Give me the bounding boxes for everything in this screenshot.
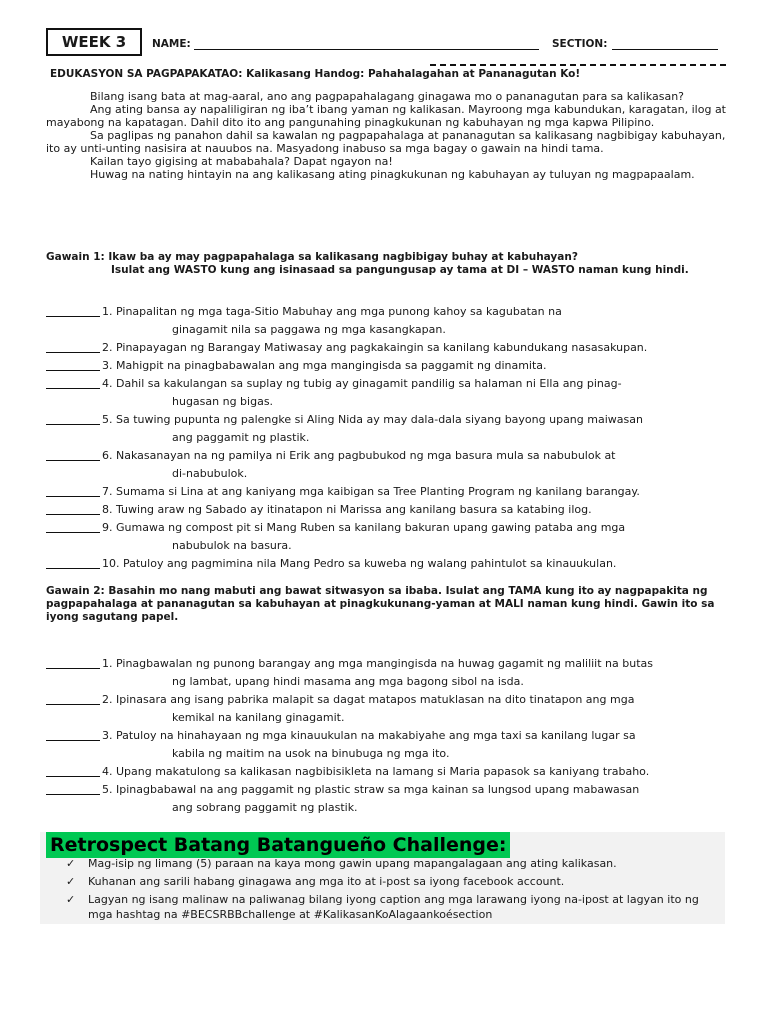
list-item xyxy=(46,763,736,781)
answer-blank[interactable] xyxy=(46,781,100,795)
list-item xyxy=(46,781,736,817)
challenge-box xyxy=(40,832,725,924)
answer-blank[interactable] xyxy=(46,501,100,515)
answer-blank[interactable] xyxy=(46,447,100,461)
bullet-text: Lagyan ng isang malinaw na paliwanag bilang iyong caption ang mga larawang iyong na-ipost at lagyan ito ng mga hashtag na #BECSRBBchallenge at #KalikasanKoAlagaankoésection xyxy=(88,893,699,921)
item-text: 2. Ipinasara ang isang pabrika malapit sa dagat matapos matuklasan na dito tinatapon ang mga xyxy=(102,693,635,706)
answer-blank[interactable] xyxy=(46,727,100,741)
intro-paragraph: Bilang isang bata at mag-aaral, ano ang pagpapahalagang ginagawa mo o pananagutan para sa kalikasan? xyxy=(90,90,684,103)
item-text: 5. Ipinagbabawal na ang paggamit ng plastic straw sa mga kainan sa lungsod upang mabawasan xyxy=(102,783,640,796)
header-divider xyxy=(430,64,726,66)
intro-paragraph: Huwag na nating hintayin na ang kalikasang ating pinagkukunan ng kabuhayan ay tuluyan ng magpapaalam. xyxy=(90,168,695,181)
item-text: 4. Upang makatulong sa kalikasan nagbibisikleta na lamang si Maria papasok sa kaniyang trabaho. xyxy=(102,765,650,778)
gawain1-instruction: Isulat ang WASTO kung ang isinasaad sa pangungusap ay tama at DI – WASTO naman kung hindi. xyxy=(111,264,689,276)
week-label: WEEK 3 xyxy=(46,28,142,56)
item-text-cont: ang paggamit ng plastik. xyxy=(172,431,310,444)
item-text-cont: nabubulok na basura. xyxy=(172,539,292,552)
item-text-cont: di-nabubulok. xyxy=(172,467,248,480)
list-item xyxy=(46,483,736,501)
list-item xyxy=(46,727,736,763)
list-item xyxy=(46,501,736,519)
worksheet-header xyxy=(46,28,726,62)
gawain1-items xyxy=(46,303,736,573)
list-item xyxy=(46,519,736,555)
challenge-bullets xyxy=(66,856,721,925)
list-item xyxy=(46,357,736,375)
answer-blank[interactable] xyxy=(46,357,100,371)
answer-blank[interactable] xyxy=(46,303,100,317)
subject-title: EDUKASYON SA PAGPAPAKATAO: Kalikasang Handog: Pahahalagahan at Pananagutan Ko! xyxy=(50,68,581,80)
list-item xyxy=(66,874,721,889)
item-text: 3. Patuloy na hinahayaan ng mga kinauukulan na makabiyahe ang mga taxi sa kanilang lugar sa xyxy=(102,729,636,742)
intro-paragraph: Ang ating bansa ay napaliligiran ng iba’t ibang yaman ng kalikasan. Mayroong mga kabundukan, karagatan, ilog at mayabong na kapatagan. Dahil dito ito ang pangunahing pinagkukunan ng kabuhayan ng mga kapwa Pilipino. xyxy=(46,103,726,129)
list-item xyxy=(46,447,736,483)
item-text-cont: kemikal na kanilang ginagamit. xyxy=(172,711,345,724)
item-text-cont: ang sobrang paggamit ng plastik. xyxy=(172,801,358,814)
section-field-line[interactable] xyxy=(612,49,718,50)
name-field-line[interactable] xyxy=(194,49,539,50)
item-text: 1. Pinapalitan ng mga taga-Sitio Mabuhay ang mga punong kahoy sa kagubatan na xyxy=(102,305,562,318)
list-item xyxy=(46,339,736,357)
answer-blank[interactable] xyxy=(46,763,100,777)
item-text: 6. Nakasanayan na ng pamilya ni Erik ang pagbubukod ng mga basura mula sa nabubulok at xyxy=(102,449,616,462)
answer-blank[interactable] xyxy=(46,691,100,705)
item-text-cont: ng lambat, upang hindi masama ang mga bagong sibol na isda. xyxy=(172,675,524,688)
item-text: 2. Pinapayagan ng Barangay Matiwasay ang pagkakaingin sa kanilang kabundukang nasasakupan. xyxy=(102,341,648,354)
answer-blank[interactable] xyxy=(46,555,100,569)
challenge-title: Retrospect Batang Batangueño Challenge: xyxy=(46,832,510,858)
answer-blank[interactable] xyxy=(46,519,100,533)
answer-blank[interactable] xyxy=(46,411,100,425)
gawain2-items xyxy=(46,655,736,817)
item-text: 10. Patuloy ang pagmimina nila Mang Pedro sa kuweba ng walang pahintulot sa kinauukulan. xyxy=(102,557,617,570)
bullet-text: Kuhanan ang sarili habang ginagawa ang mga ito at i-post sa iyong facebook account. xyxy=(88,875,565,888)
list-item xyxy=(46,411,736,447)
intro-text xyxy=(46,90,726,181)
checkmark-icon: ✓ xyxy=(66,857,76,870)
gawain1-title: Gawain 1: Ikaw ba ay may pagpapahalaga sa kalikasang nagbibigay buhay at kabuhayan? xyxy=(46,251,578,263)
answer-blank[interactable] xyxy=(46,375,100,389)
item-text: 1. Pinagbawalan ng punong barangay ang mga mangingisda na huwag gagamit ng maliliit na butas xyxy=(102,657,653,670)
list-item xyxy=(66,856,721,871)
answer-blank[interactable] xyxy=(46,339,100,353)
section-label: SECTION: xyxy=(552,38,608,50)
item-text: 4. Dahil sa kakulangan sa suplay ng tubig ay ginagamit pandilig sa halaman ni Ella ang pinag- xyxy=(102,377,622,390)
intro-paragraph: Sa paglipas ng panahon dahil sa kawalan ng pagpapahalaga at pananagutan sa kalikasang nagbibigay kabuhayan, ito ay unti-unting nasisira at nauubos na. Masyadong inabuso sa mga bagay o gawain na hindi tama. xyxy=(46,129,726,155)
list-item xyxy=(46,303,736,339)
list-item xyxy=(46,691,736,727)
intro-paragraph: Kailan tayo gigising at mababahala? Dapat ngayon na! xyxy=(90,155,393,168)
name-label: NAME: xyxy=(152,38,191,50)
item-text: 9. Gumawa ng compost pit si Mang Ruben sa kanilang bakuran upang gawing pataba ang mga xyxy=(102,521,626,534)
gawain2-title: Gawain 2: Basahin mo nang mabuti ang bawat sitwasyon sa ibaba. Isulat ang TAMA kung ito ay nagpapakita ng pagpapahalaga at pananagutan sa kabuhayan at pinagkukunang-yaman at MALI naman kung hindi. Gawin ito sa iyong sagutang papel. xyxy=(46,585,715,623)
bullet-text: Mag-isip ng limang (5) paraan na kaya mong gawin upang mapangalagaan ang ating kalikasan. xyxy=(88,857,617,870)
item-text-cont: kabila ng maitim na usok na binubuga ng mga ito. xyxy=(172,747,450,760)
answer-blank[interactable] xyxy=(46,483,100,497)
list-item xyxy=(46,655,736,691)
item-text-cont: ginagamit nila sa paggawa ng mga kasangkapan. xyxy=(172,323,446,336)
list-item xyxy=(46,375,736,411)
checkmark-icon: ✓ xyxy=(66,875,76,888)
item-text: 8. Tuwing araw ng Sabado ay itinatapon ni Marissa ang kanilang basura sa katabing ilog. xyxy=(102,503,592,516)
checkmark-icon: ✓ xyxy=(66,893,76,906)
list-item xyxy=(46,555,736,573)
list-item xyxy=(66,892,721,922)
item-text: 7. Sumama si Lina at ang kaniyang mga kaibigan sa Tree Planting Program ng kanilang barangay. xyxy=(102,485,640,498)
answer-blank[interactable] xyxy=(46,655,100,669)
item-text-cont: hugasan ng bigas. xyxy=(172,395,274,408)
item-text: 5. Sa tuwing pupunta ng palengke si Aling Nida ay may dala-dala siyang bayong upang maiwasan xyxy=(102,413,643,426)
gawain2-heading xyxy=(46,585,726,624)
item-text: 3. Mahigpit na pinagbabawalan ang mga mangingisda sa paggamit ng dinamita. xyxy=(102,359,547,372)
gawain1-heading xyxy=(46,251,726,277)
